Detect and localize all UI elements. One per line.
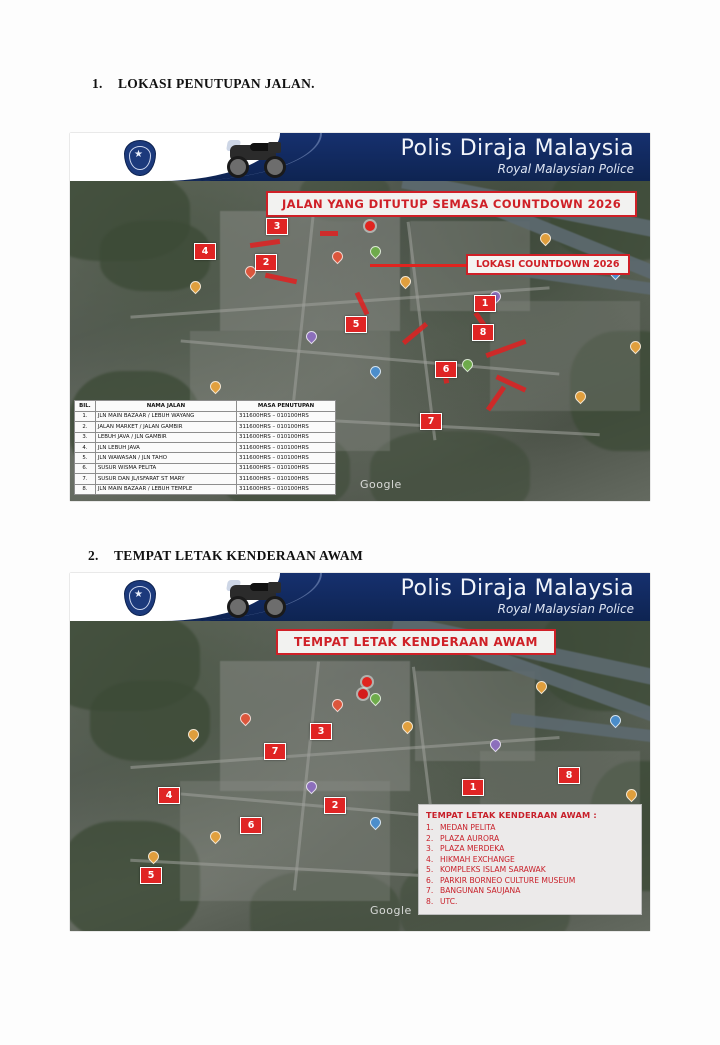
map-marker-8[interactable]: 8 (558, 767, 580, 784)
map-marker-4[interactable]: 4 (194, 243, 216, 260)
map-marker-7[interactable]: 7 (264, 743, 286, 760)
countdown-location-dot (362, 677, 372, 687)
table-row (75, 453, 336, 463)
table-header-name: NAMA JALAN (95, 401, 236, 411)
map-marker-6[interactable]: 6 (240, 817, 262, 834)
police-banner-2 (70, 573, 650, 621)
list-item (426, 886, 634, 897)
cell-road-name: JLN LEBUH JAVA (95, 443, 236, 453)
cell-road-name: JLN MAIN BAZAAR / LEBUH WAYANG (95, 411, 236, 421)
table-row (75, 443, 336, 453)
table-row (75, 432, 336, 442)
list-item (426, 876, 634, 887)
table-header-bil: BIL. (75, 401, 96, 411)
map-marker-2[interactable]: 2 (255, 254, 277, 271)
map-marker-5[interactable]: 5 (345, 316, 367, 333)
map-marker-8[interactable]: 8 (472, 324, 494, 341)
police-motorcycle-icon (220, 577, 290, 617)
cell-bil: 3. (75, 432, 96, 442)
countdown-callout-line (370, 264, 468, 267)
list-item (426, 865, 634, 876)
legend-label: HIKMAH EXCHANGE (440, 854, 515, 864)
parking-legend-list (426, 823, 634, 907)
cell-road-name: LEBUH JAVA / JLN GAMBIR (95, 432, 236, 442)
cell-bil: 2. (75, 422, 96, 432)
parking-legend (418, 804, 642, 915)
cell-closure-time: 311600HRS – 010100HRS (237, 411, 336, 421)
legend-label: KOMPLEKS ISLAM SARAWAK (440, 865, 546, 874)
cell-road-name: SUSUR DAN JL/ISFARAT ST MARY (95, 474, 236, 484)
cell-bil: 6. (75, 463, 96, 473)
google-watermark: Google (360, 478, 402, 491)
map-road-closure[interactable] (70, 181, 650, 501)
map-marker-3[interactable]: 3 (310, 723, 332, 740)
cell-road-name: JLN WAWASAN / JLN TAHO (95, 453, 236, 463)
map-marker-4[interactable]: 4 (158, 787, 180, 804)
figure-road-closure (70, 133, 650, 501)
legend-index: 7. (426, 886, 434, 895)
cell-closure-time: 311600HRS – 010100HRS (237, 422, 336, 432)
banner-title-malay: Polis Diraja Malaysia (400, 136, 634, 161)
cell-bil: 8. (75, 484, 96, 494)
section-heading-2 (88, 548, 363, 564)
banner-title-malay: Polis Diraja Malaysia (400, 576, 634, 601)
map-title-plaque-1: JALAN YANG DITUTUP SEMASA COUNTDOWN 2026 (266, 191, 637, 217)
list-item (426, 834, 634, 845)
table-row (75, 484, 336, 494)
cell-closure-time: 311600HRS – 010100HRS (237, 453, 336, 463)
legend-index: 4. (426, 854, 434, 864)
legend-index: 1. (426, 823, 434, 832)
bleed-through-text (150, 520, 155, 536)
legend-label: PARKIR BORNEO CULTURE MUSEUM (440, 875, 576, 885)
cell-closure-time: 311600HRS – 010100HRS (237, 432, 336, 442)
banner-title-1 (401, 136, 634, 176)
map-marker-1[interactable]: 1 (462, 779, 484, 796)
police-banner-1 (70, 133, 650, 181)
banner-title-english: Royal Malaysian Police (497, 162, 634, 176)
legend-index: 5. (426, 865, 434, 874)
police-crest-icon: ★ (118, 136, 160, 178)
cell-bil: 5. (75, 453, 96, 463)
cell-bil: 7. (75, 474, 96, 484)
section-title-2: TEMPAT LETAK KENDERAAN AWAM (114, 548, 363, 563)
police-crest-icon: ★ (118, 576, 160, 618)
legend-label: PLAZA MERDEKA (440, 844, 505, 853)
section-heading-1 (92, 76, 315, 92)
cell-closure-time: 311600HRS – 010100HRS (237, 463, 336, 473)
table-header-time: MASA PENUTUPAN (237, 401, 336, 411)
legend-label: MEDAN PELITA (440, 823, 496, 832)
figure-public-parking (70, 573, 650, 931)
section-title-1: LOKASI PENUTUPAN JALAN. (118, 76, 315, 91)
cell-road-name: JLN MAIN BAZAAR / LEBUH TEMPLE (95, 484, 236, 494)
parking-legend-title: TEMPAT LETAK KENDERAAN AWAM : (426, 810, 597, 820)
list-item (426, 823, 634, 834)
list-item (426, 844, 634, 855)
google-watermark: Google (370, 904, 412, 917)
cell-road-name: JALAN MARKET / JALAN GAMBIR (95, 422, 236, 432)
cell-closure-time: 311600HRS – 010100HRS (237, 484, 336, 494)
table-row (75, 422, 336, 432)
legend-label: PLAZA AURORA (440, 833, 500, 843)
countdown-location-dot (365, 221, 375, 231)
map-marker-5[interactable]: 5 (140, 867, 162, 884)
map-public-parking[interactable] (70, 621, 650, 931)
map-pin-icon (460, 357, 476, 373)
countdown-location-callout: LOKASI COUNTDOWN 2026 (466, 254, 630, 275)
map-marker-6[interactable]: 6 (435, 361, 457, 378)
parking-center-dot (358, 689, 368, 699)
map-marker-2[interactable]: 2 (324, 797, 346, 814)
table-row (75, 463, 336, 473)
table-row (75, 474, 336, 484)
cell-road-name: SUSUR WISMA PELITA (95, 463, 236, 473)
cell-bil: 1. (75, 411, 96, 421)
map-marker-3[interactable]: 3 (266, 218, 288, 235)
legend-index: 8. (426, 896, 434, 906)
legend-label: UTC. (440, 896, 458, 906)
list-item (426, 897, 634, 908)
section-number-1: 1. (92, 76, 103, 91)
table-header-row (75, 401, 336, 411)
map-title-plaque-2: TEMPAT LETAK KENDERAAN AWAM (276, 629, 556, 655)
banner-title-2 (401, 576, 634, 616)
legend-index: 3. (426, 844, 434, 853)
cell-closure-time: 311600HRS – 010100HRS (237, 474, 336, 484)
cell-bil: 4. (75, 443, 96, 453)
section-number-2: 2. (88, 548, 99, 563)
map-marker-1[interactable]: 1 (474, 295, 496, 312)
police-motorcycle-icon (220, 137, 290, 177)
road-closure-table (74, 400, 336, 495)
legend-index: 6. (426, 875, 434, 885)
map-marker-7[interactable]: 7 (420, 413, 442, 430)
banner-title-english: Royal Malaysian Police (497, 602, 634, 616)
legend-index: 2. (426, 833, 434, 843)
cell-closure-time: 311600HRS – 010100HRS (237, 443, 336, 453)
table-row (75, 411, 336, 421)
list-item (426, 855, 634, 866)
legend-label: BANGUNAN SAUJANA (440, 886, 521, 895)
